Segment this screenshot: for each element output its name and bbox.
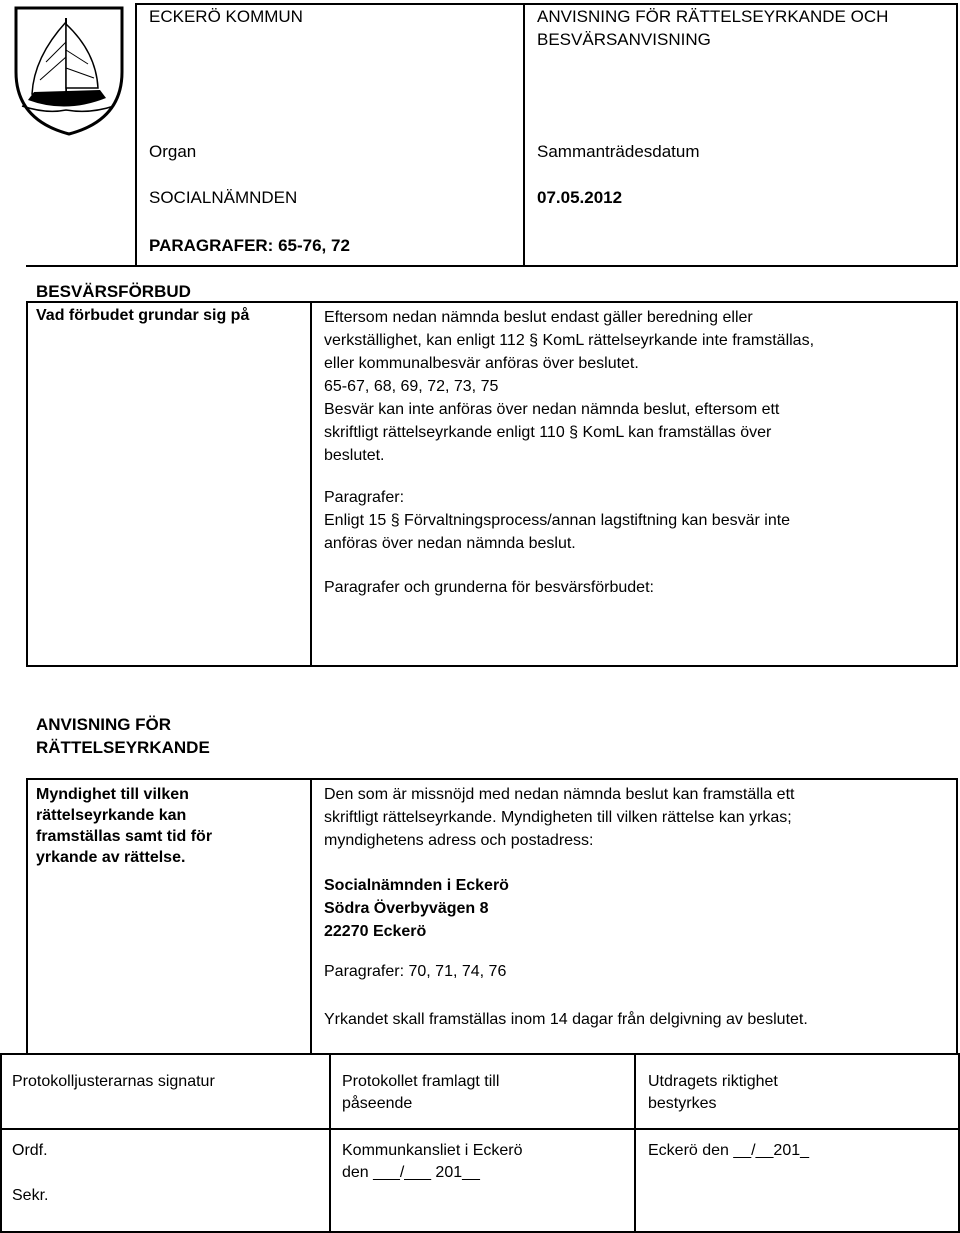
- footer-divider-2: [634, 1053, 636, 1233]
- address-name: Socialnämnden i Eckerö: [324, 877, 509, 894]
- text-line: rättelseyrkande kan: [36, 807, 187, 824]
- anvisning-paragraphs: Paragrafer: 70, 71, 74, 76: [324, 963, 507, 980]
- footer-row-divider: [0, 1128, 960, 1130]
- text-line: skriftligt rättelseyrkande. Myndigheten till vilken rättelse kan yrkas;: [324, 809, 792, 826]
- text-line: myndighetens adress och postadress:: [324, 832, 594, 849]
- forbud-border-bottom: [26, 665, 958, 667]
- text-line: beslutet.: [324, 447, 385, 464]
- footer-col3-title-line1: Utdragets riktighet: [648, 1073, 778, 1090]
- forbud-border-right: [956, 301, 958, 667]
- footer-col2-date: den ___/___ 201__: [342, 1164, 480, 1181]
- text-line: anföras över nedan nämnda beslut.: [324, 535, 576, 552]
- anvisning-border-top: [26, 778, 958, 780]
- header-border-left: [135, 3, 137, 266]
- forbud-paragraph-1: [324, 306, 814, 467]
- header-border-top: [135, 3, 958, 5]
- footer-col1-title: Protokolljusterarnas signatur: [12, 1073, 215, 1090]
- footer-col2-title-line2: påseende: [342, 1095, 413, 1112]
- header-border-bottom: [26, 265, 958, 267]
- secretary-label: Sekr.: [12, 1187, 49, 1204]
- footer-divider-1: [329, 1053, 331, 1233]
- document-title-line1: ANVISNING FÖR RÄTTELSEYRKANDE OCH: [537, 7, 889, 26]
- header-border-right: [956, 3, 958, 266]
- ship-logo: [6, 2, 132, 138]
- anvisning-title-line1: ANVISNING FÖR: [36, 715, 172, 734]
- organ-value: SOCIALNÄMNDEN: [149, 188, 298, 207]
- text-line: skriftligt rättelseyrkande enligt 110 § KomL kan framställas över: [324, 424, 772, 441]
- text-line: Den som är missnöjd med nedan nämnda beslut kan framställa ett: [324, 786, 795, 803]
- forbud-left-label: Vad förbudet grundar sig på: [36, 307, 250, 324]
- forbud-border-left: [26, 301, 28, 667]
- date-label: Sammanträdesdatum: [537, 142, 700, 161]
- municipality-name: ECKERÖ KOMMUN: [149, 7, 303, 26]
- paragraphs-label: Paragrafer:: [324, 489, 405, 506]
- authority-address: [324, 874, 509, 943]
- anvisning-border-left: [26, 778, 28, 1054]
- address-postcode: 22270 Eckerö: [324, 923, 427, 940]
- forbud-paragraph-4: Paragrafer och grunderna för besvärsförbudet:: [324, 579, 654, 596]
- footer-border-left: [0, 1053, 2, 1233]
- anvisning-border-right: [956, 778, 958, 1054]
- forbud-paragraph-3: [324, 486, 790, 555]
- text-line: Enligt 15 § Förvaltningsprocess/annan lagstiftning kan besvär inte: [324, 512, 791, 529]
- footer-col3-date: Eckerö den __/__201_: [648, 1142, 810, 1159]
- anvisning-left-label: [36, 784, 212, 868]
- section-refs: 65-67, 68, 69, 72, 73, 75: [324, 378, 499, 395]
- text-line: Eftersom nedan nämnda beslut endast gäller beredning eller: [324, 309, 753, 326]
- text-line: yrkande av rättelse.: [36, 849, 186, 866]
- text-line: framställas samt tid för: [36, 828, 213, 845]
- document-title-line2: BESVÄRSANVISNING: [537, 30, 711, 49]
- anvisning-divider: [310, 778, 312, 1054]
- header-divider: [523, 3, 525, 266]
- chair-label: Ordf.: [12, 1142, 48, 1159]
- text-line: Besvär kan inte anföras över nedan nämnda beslut, eftersom ett: [324, 401, 780, 418]
- forbud-divider: [310, 301, 312, 667]
- footer-col2-office: Kommunkansliet i Eckerö: [342, 1142, 523, 1159]
- forbud-border-top: [26, 301, 958, 303]
- anvisning-deadline: Yrkandet skall framställas inom 14 dagar från delgivning av beslutet.: [324, 1011, 808, 1028]
- text-line: Myndighet till vilken: [36, 786, 189, 803]
- address-street: Södra Överbyvägen 8: [324, 900, 489, 917]
- footer-col2-title-line1: Protokollet framlagt till: [342, 1073, 500, 1090]
- text-line: eller kommunalbesvär anföras över beslutet.: [324, 355, 639, 372]
- meeting-date: 07.05.2012: [537, 188, 623, 207]
- text-line: verkställighet, kan enligt 112 § KomL rättelseyrkande inte framställas,: [324, 332, 815, 349]
- footer-border-top: [0, 1053, 960, 1055]
- besvarsforbud-title: BESVÄRSFÖRBUD: [36, 282, 191, 301]
- organ-label: Organ: [149, 142, 197, 161]
- anvisning-title-line2: RÄTTELSEYRKANDE: [36, 738, 210, 757]
- footer-col3-title-line2: bestyrkes: [648, 1095, 717, 1112]
- anvisning-paragraph-1: [324, 783, 794, 852]
- paragraphs-heading: PARAGRAFER: 65-76, 72: [149, 236, 350, 255]
